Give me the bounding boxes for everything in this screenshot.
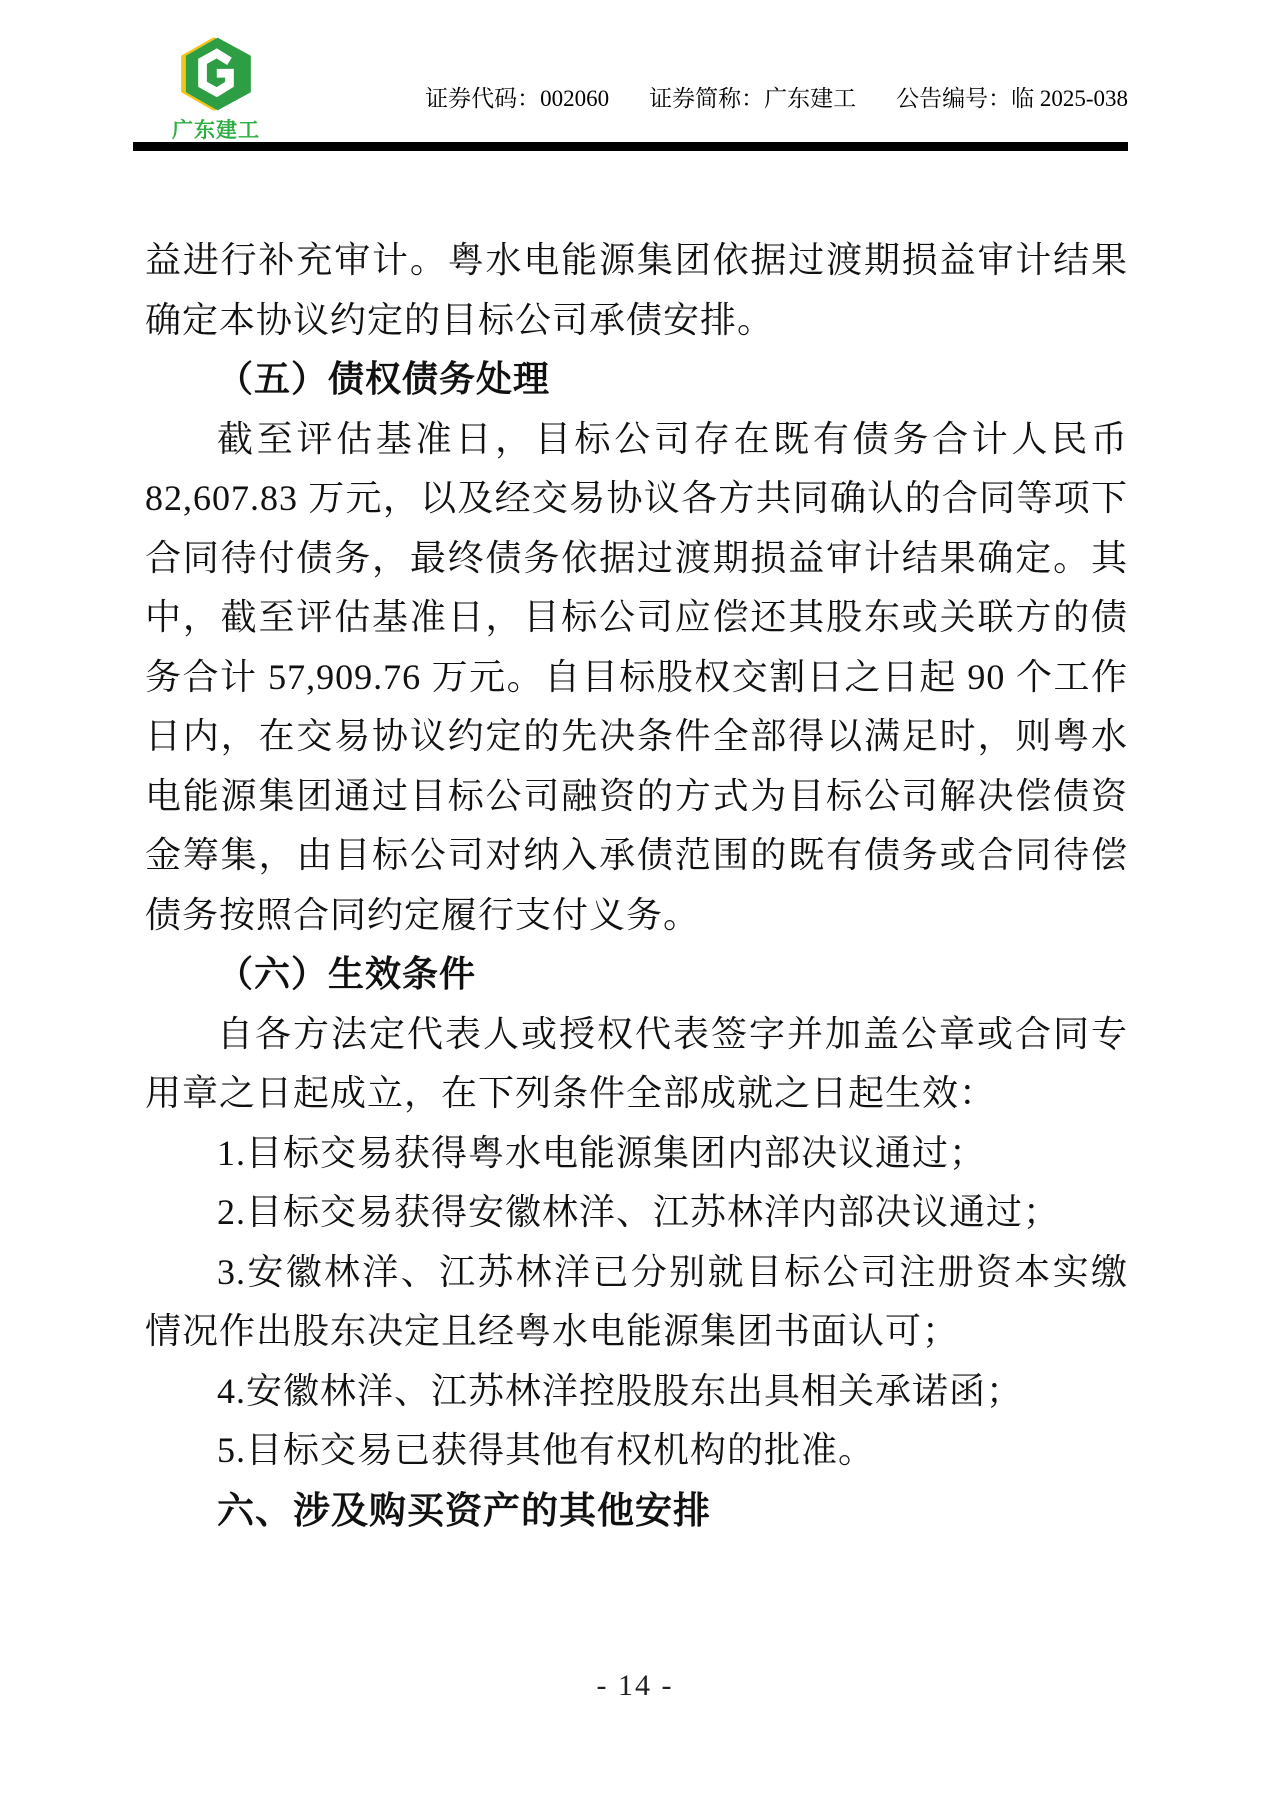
- stock-name: 证券简称：广东建工: [649, 86, 857, 111]
- paragraph-effective-intro: 自各方法定代表人或授权代表签字并加盖公章或合同专用章之日起成立，在下列条件全部成就之日起生效：: [145, 1013, 1128, 1113]
- condition-item-3: 3.安徽林洋、江苏林洋已分别就目标公司注册资本实缴情况作出股东决定且经粤水电能源集团书面认可；: [145, 1251, 1128, 1351]
- paragraph-debt-details: 截至评估基准日，目标公司存在既有债务合计人民币 82,607.83 万元，以及经交易协议各方共同确认的合同等项下合同待付债务，最终债务依据过渡期损益审计结果确定。其中，截至评估基准日，目标公司应偿还其股东或关联方的债务合计 57,909.76 万元。自目标股权交割日之日起 90 个工作日内，在交易协议约定的先决条件全部得以满足时，则粤水电能源集团通过目标公司融资的方式为目标公司解决偿债资金筹集，由目标公司对纳入承债范围的既有债务或合同待偿债务按照合同约定履行支付义务。: [145, 418, 1128, 935]
- condition-item-2: 2.目标交易获得安徽林洋、江苏林洋内部决议通过；: [217, 1192, 1061, 1232]
- page-number: - 14 -: [596, 1669, 674, 1702]
- subheading-6-effective-conditions: （六）生效条件: [217, 954, 477, 994]
- condition-item-5: 5.目标交易已获得其他有权机构的批准。: [217, 1430, 876, 1470]
- logo-wordmark: 广东建工: [172, 119, 260, 142]
- subheading-5-debt-handling: （五）债权债务处理: [217, 359, 551, 399]
- logo-hexagon-g-icon: [176, 36, 256, 112]
- section-heading-6-other-arrangements: 六、涉及购买资产的其他安排: [217, 1489, 711, 1531]
- document-body: [145, 231, 1128, 1540]
- announcement-number: 公告编号：临 2025-038: [896, 86, 1128, 111]
- condition-item-4: 4.安徽林洋、江苏林洋控股股东出具相关承诺函；: [217, 1370, 1024, 1411]
- company-logo: [166, 36, 266, 144]
- header-divider-rule: [133, 142, 1128, 151]
- condition-item-1: 1.目标交易获得粤水电能源集团内部决议通过；: [217, 1132, 987, 1173]
- header-info-line: [425, 86, 1128, 112]
- paragraph-supplementary-audit: 益进行补充审计。粤水电能源集团依据过渡期损益审计结果确定本协议约定的目标公司承债安排。: [145, 240, 1128, 340]
- stock-code: 证券代码：002060: [425, 86, 610, 111]
